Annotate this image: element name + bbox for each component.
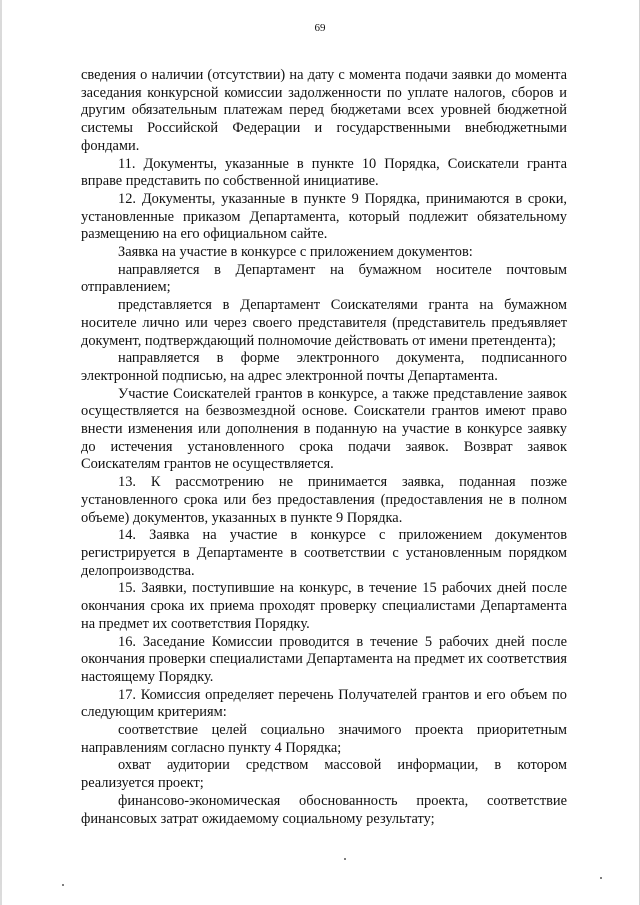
paragraph-participation-free: Участие Соискателей грантов в конкурсе, а также представление заявок осуществляется на безвозмездной основе. Соискатели грантов имеют право внести изменения или дополнения в поданную на участие в конкурсе заявку до истечения установленного срока подачи заявок. Возврат заявок Соискателям грантов не осуществляется. [81, 385, 567, 473]
paragraph-item-17: 17. Комиссия определяет перечень Получателей грантов и его объем по следующим критериям: [81, 686, 567, 721]
paragraph-item-14: 14. Заявка на участие в конкурсе с приложением документов регистрируется в Департаменте в соответствии с установленным порядком делопроизводства. [81, 527, 567, 579]
paragraph-personal-submission: представляется в Департамент Соискателями гранта на бумажном носителе лично или через своего представителя (представитель предъявляет документ, подтверждающий полномочие действовать от имени претендента); [81, 297, 567, 349]
paragraph-criterion-priority: соответствие целей социально значимого проекта приоритетным направлениям согласно пункту 4 Порядка; [81, 722, 567, 756]
paragraph-item-12: 12. Документы, указанные в пункте 9 Порядка, принимаются в сроки, установленные приказом Департамента, который подлежит обязательному размещению на его официальном сайте. [81, 190, 567, 243]
paragraph-application-intro: Заявка на участие в конкурсе с приложением документов: [118, 244, 473, 261]
paragraph-item-13: 13. К рассмотрению не принимается заявка, поданная позже установленного срока или без предоставления (предоставления не в полном объеме) документов, указанных в пункте 9 Порядка. [81, 474, 567, 526]
scan-speck [62, 884, 64, 886]
scan-speck [344, 858, 346, 860]
paragraph-item-16: 16. Заседание Комиссии проводится в течение 5 рабочих дней после окончания проверки специалистами Департамента на предмет их соответствия настоящему Порядку. [81, 633, 567, 685]
paragraph-electronic-submission: направляется в форме электронного документа, подписанного электронной подписью, на адрес электронной почты Департамента. [81, 350, 567, 384]
scan-edge-left [0, 0, 2, 905]
page-number: 69 [314, 22, 326, 34]
paragraph-criterion-finance: финансово-экономическая обоснованность проекта, соответствие финансовых затрат ожидаемому социальному результату; [81, 792, 567, 827]
paragraph-criterion-audience: охват аудитории средством массовой информации, в котором реализуется проект; [81, 757, 567, 792]
paragraph-postal-submission: направляется в Департамент на бумажном носителе почтовым отправлением; [81, 261, 567, 296]
paragraph-item-15: 15. Заявки, поступившие на конкурс, в течение 15 рабочих дней после окончания срока их приема проходят проверку специалистами Департамента на предмет их соответствия Порядку. [81, 580, 567, 632]
scan-speck [600, 877, 602, 879]
document-body [81, 67, 567, 828]
paragraph-item-11: 11. Документы, указанные в пункте 10 Порядка, Соискатели гранта вправе представить по собственной инициативе. [81, 155, 567, 190]
paragraph-tax-debt-info: сведения о наличии (отсутствии) на дату с момента подачи заявки до момента заседания конкурсной комиссии задолженности по уплате налогов, сборов и другим обязательным платежам перед бюджетами всех уровней бюджетной системы Российской Федерации и государственными внебюджетными фондами. [81, 67, 567, 154]
